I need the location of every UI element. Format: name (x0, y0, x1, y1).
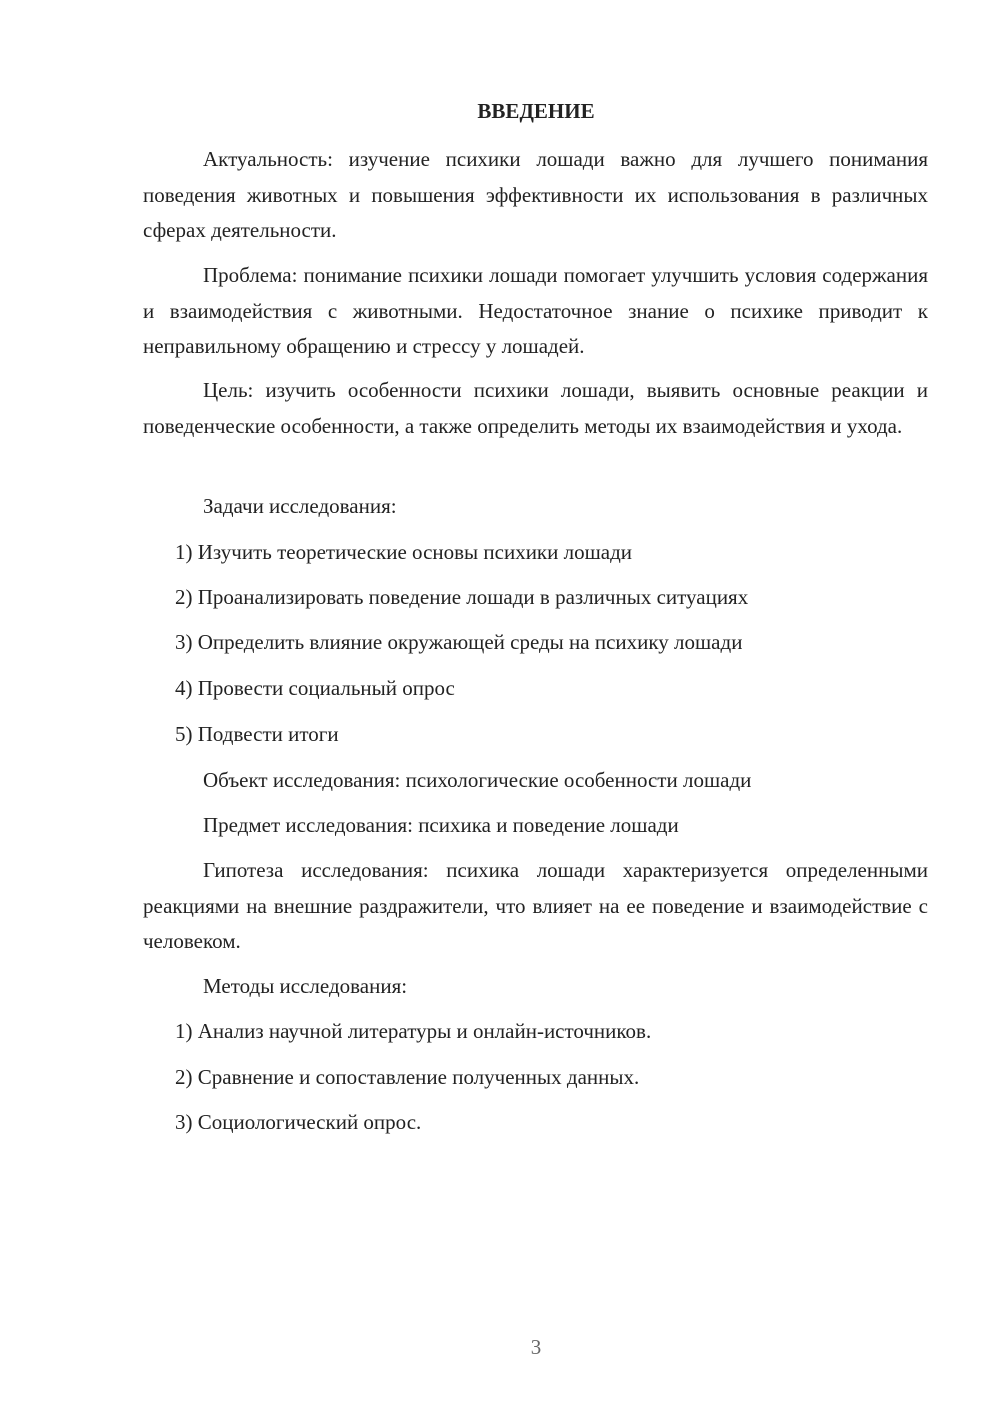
method-item-3: 3) Социологический опрос. (175, 1110, 422, 1134)
method-item-2: 2) Сравнение и сопоставление полученных данных. (175, 1065, 640, 1089)
page-number: 3 (530, 1335, 542, 1359)
section-heading: ВВЕДЕНИЕ (477, 99, 595, 123)
task-item-3: 3) Определить влияние окружающей среды на психику лошади (175, 630, 743, 654)
goal-paragraph: Цель: изучить особенности психики лошади, выявить основные реакции и поведенческие особенности, а также определить методы их взаимодействия и ухода. (143, 378, 928, 438)
tasks-title: Задачи исследования: (203, 494, 397, 518)
problem-paragraph: Проблема: понимание психики лошади помогает улучшить условия содержания и взаимодействия с животными. Недостаточное знание о психике приводит к неправильному обращению и стрессу у лошадей. (143, 263, 928, 358)
research-object: Объект исследования: психологические особенности лошади (203, 768, 752, 792)
task-item-1: 1) Изучить теоретические основы психики лошади (175, 540, 633, 564)
research-subject: Предмет исследования: психика и поведение лошади (203, 813, 679, 837)
task-item-4: 4) Провести социальный опрос (175, 676, 455, 700)
task-item-5: 5) Подвести итоги (175, 722, 339, 746)
method-item-1: 1) Анализ научной литературы и онлайн-источников. (175, 1019, 652, 1043)
relevance-paragraph: Актуальность: изучение психики лошади важно для лучшего понимания поведения животных и повышения эффективности их использования в различных сферах деятельности. (143, 147, 928, 242)
task-item-2: 2) Проанализировать поведение лошади в различных ситуациях (175, 585, 749, 609)
hypothesis-paragraph: Гипотеза исследования: психика лошади характеризуется определенными реакциями на внешние раздражители, что влияет на ее поведение и взаимодействие с человеком. (143, 858, 928, 953)
methods-title: Методы исследования: (203, 974, 408, 998)
